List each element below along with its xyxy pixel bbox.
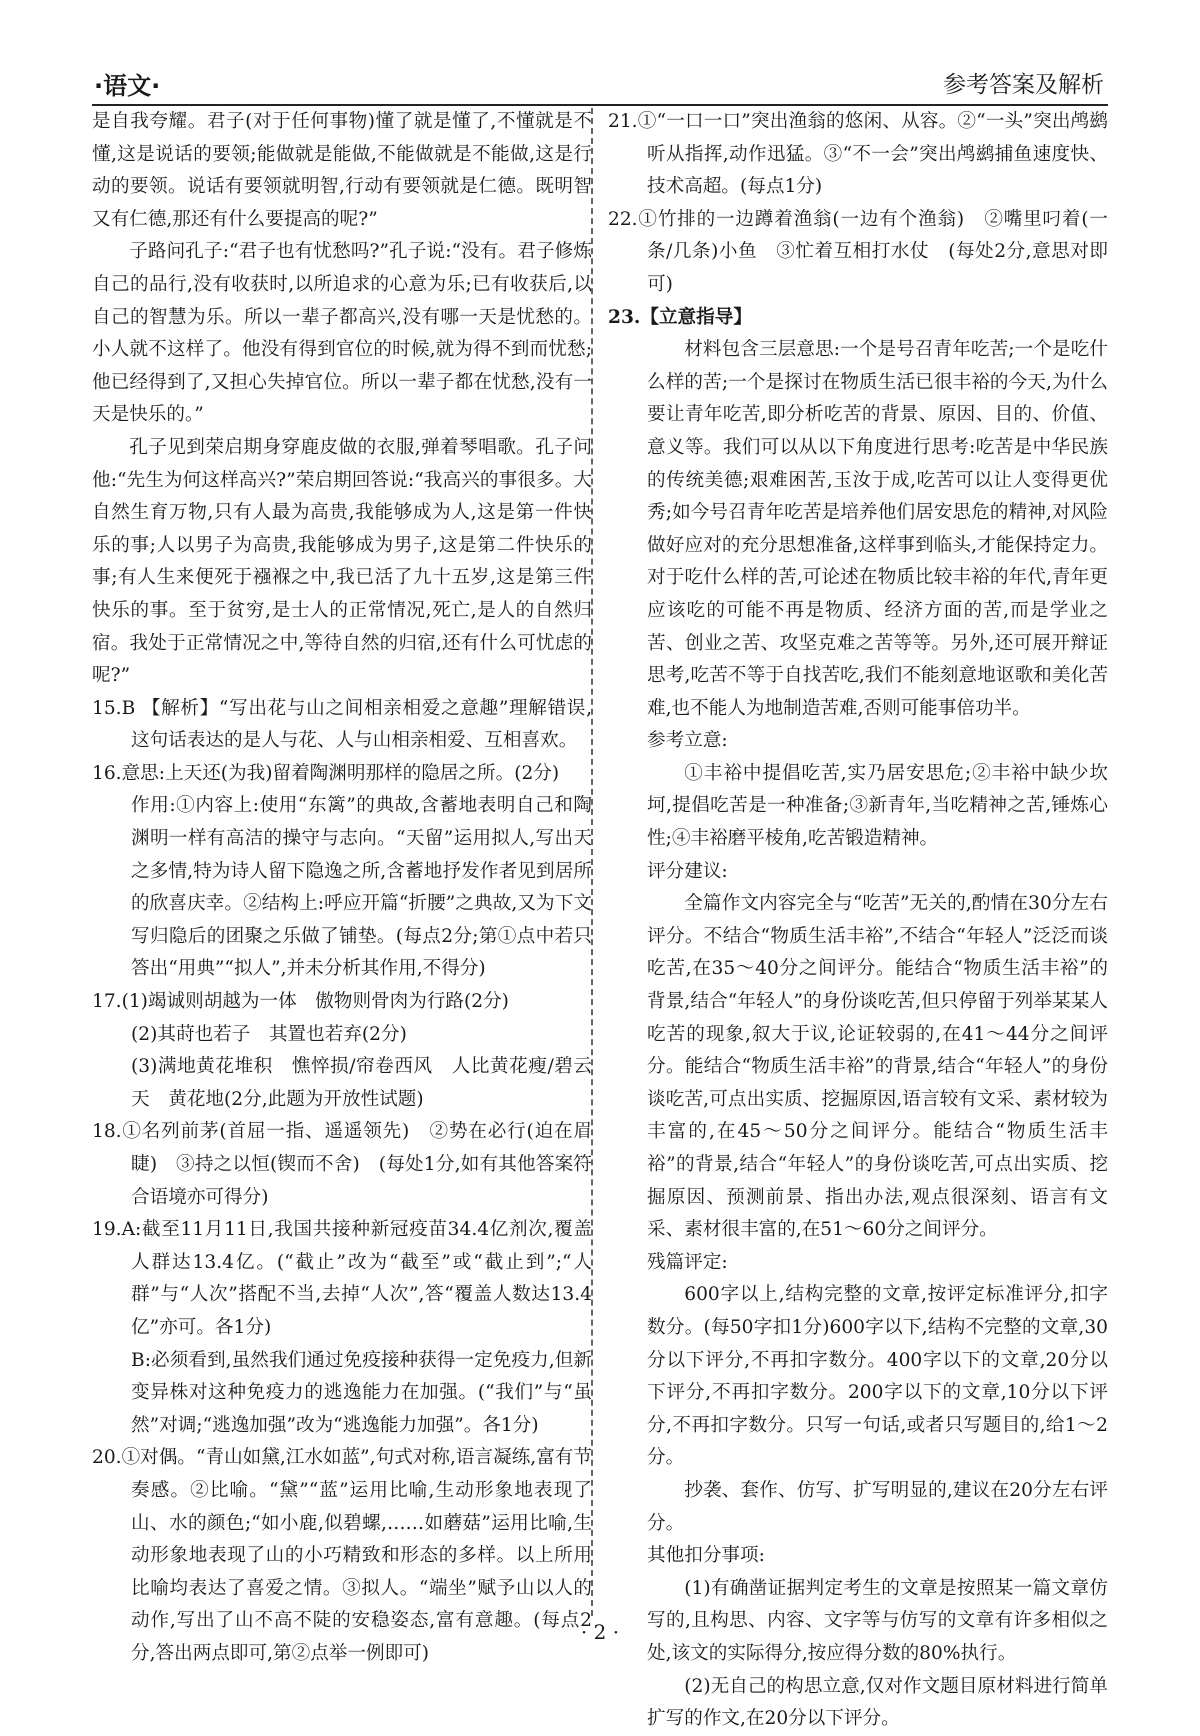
other-deduction-2: (2)无自己的构思立意,仅对作文题目原材料进行简单扩写的作文,在20分以下评分。	[647, 1675, 1108, 1730]
header-title: 参考答案及解析	[943, 72, 1104, 98]
page-number: · 2 ·	[580, 1620, 620, 1644]
incomplete-essay-rules: 600字以上,结构完整的文章,按评定标准评分,扣字数分。(每50字扣1分)600字以下,结构不完整的文章,30分以下评分,不再扣字数分。400字以下的文章,20分以下评分,不再扣字数分。200字以下的文章,10分以下评分,不再扣字数分。只写一句话,或者只写题目的,给1～2分。	[647, 1284, 1108, 1469]
answer-17-3: (3)满地黄花堆积 憔悴损/帘卷西风 人比黄花瘦/碧云天 黄花地(2分,此题为开放性试题)	[131, 1056, 592, 1110]
answer-20: 20.①对偶。“青山如黛,江水如蓝”,句式对称,语言凝练,富有节奏感。②比喻。“黛”“蓝”运用比喻,生动形象地表现了山、水的颜色;“如小鹿,似碧螺,……如蘑菇”运用比喻,生动形象地表现了山的小巧精致和形态的多样。以上所用比喻均表达了喜爱之情。③拟人。“端坐”赋予山以人的动作,写出了山不高不陡的安稳姿态,富有意趣。(每点2分,答出两点即可,第②点举一例即可)	[92, 1447, 592, 1664]
scoring-suggestions: 全篇作文内容完全与“吃苦”无关的,酌情在30分左右评分。不结合“物质生活丰裕”,不结合“年轻人”泛泛而谈吃苦,在35～40分之间评分。能结合“物质生活丰裕”的背景,结合“年轻人”的身份谈吃苦,但只停留于列举某某人吃苦的现象,叙大于议,论证较弱的,在41～44分之间评分。能结合“物质生活丰裕”的背景,结合“年轻人”的身份谈吃苦,可点出实质、挖掘原因,语言较有文采、素材较为丰富的,在45～50分之间评分。能结合“物质生活丰裕”的背景,结合“年轻人”的身份谈吃苦,可点出实质、挖掘原因、预测前景、指出办法,观点很深刻、语言有文采、素材很丰富的,在51～60分之间评分。	[647, 893, 1108, 1241]
page-header	[92, 60, 1108, 106]
reference-ideas-title: 参考立意:	[647, 730, 728, 752]
column-divider	[591, 108, 593, 1616]
right-column	[608, 106, 1108, 1736]
other-deductions-title: 其他扣分事项:	[647, 1545, 765, 1567]
answer-16-meaning: 16.意思:上天还(为我)留着陶渊明那样的隐居之所。(2分)	[92, 762, 560, 784]
essay-guidance: 材料包含三层意思:一个是号召青年吃苦;一个是吃什么样的苦;一个是探讨在物质生活已很丰裕的今天,为什么要让青年吃苦,即分析吃苦的背景、原因、目的、价值、意义等。我们可以从以下角度进行思考:吃苦是中华民族的传统美德;艰难困苦,玉汝于成,吃苦可以让人变得更优秀;如今号召青年吃苦是培养他们居安思危的精神,对风险做好应对的充分思想准备,这样事到临头,才能保持定力。对于吃什么样的苦,可论述在物质比较丰裕的年代,青年更应该吃的可能不再是物质、经济方面的苦,而是学业之苦、创业之苦、攻坚克难之苦等等。另外,还可展开辩证思考,吃苦不等于自找苦吃,我们不能刻意地讴歌和美化苦难,也不能人为地制造苦难,否则可能事倍功半。	[647, 339, 1108, 719]
answer-19-b: B:必须看到,虽然我们通过免疫接种获得一定免疫力,但新变异株对这种免疫力的逃逸能力在加强。(“我们”与“虽然”对调;“逃逸加强”改为“逃逸能力加强”。各1分)	[131, 1349, 592, 1436]
other-deduction-1: (1)有确凿证据判定考生的文章是按照某一篇文章仿写的,且构思、内容、文字等与仿写的文章有许多相似之处,该文的实际得分,按应得分数的80%执行。	[647, 1577, 1108, 1664]
answer-23-title: 23.【立意指导】	[608, 306, 752, 328]
scoring-title: 评分建议:	[647, 860, 728, 882]
answer-19-a: 19.A:截至11月11日,我国共接种新冠疫苗34.4亿剂次,覆盖人群达13.4亿。(“截止”改为“截至”或“截止到”;“人群”与“人次”搭配不当,去掉“人次”,答“覆盖人数达13.4亿”亦可。各1分)	[92, 1219, 592, 1338]
paragraph: 是自我夸耀。君子(对于任何事物)懂了就是懂了,不懂就是不懂,这是说话的要领;能做就是能做,不能做就是不能做,这是行动的要领。说话有要领就明智,行动有要领就是仁德。既明智又有仁德,那还有什么要提高的呢?”	[92, 111, 592, 230]
left-column	[92, 106, 592, 1671]
reference-ideas: ①丰裕中提倡吃苦,实乃居安思危;②丰裕中缺少坎坷,提倡吃苦是一种准备;③新青年,当吃精神之苦,锤炼心性;④丰裕磨平棱角,吃苦锻造精神。	[647, 762, 1108, 850]
answer-18: 18.①名列前茅(首屈一指、遥遥领先) ②势在必行(迫在眉睫) ③持之以恒(锲而不舍) (每处1分,如有其他答案符合语境亦可得分)	[92, 1121, 592, 1208]
answer-17-2: (2)其莳也若子 其置也若弃(2分)	[131, 1023, 407, 1045]
plagiarism-rule: 抄袭、套作、仿写、扩写明显的,建议在20分左右评分。	[647, 1479, 1108, 1534]
answer-17-1: 17.(1)竭诚则胡越为一体 傲物则骨肉为行路(2分)	[92, 991, 509, 1013]
answer-22: 22.①竹排的一边蹲着渔翁(一边有个渔翁) ②嘴里叼着(一条/几条)小鱼 ③忙着互相打水仗 (每处2分,意思对即可)	[608, 208, 1108, 295]
incomplete-essay-title: 残篇评定:	[647, 1251, 728, 1273]
answer-15: 15.B 【解析】“写出花与山之间相亲相爱之意趣”理解错误,这句话表达的是人与花、人与山相亲相爱、互相喜欢。	[92, 697, 592, 752]
paragraph: 孔子见到荣启期身穿鹿皮做的衣服,弹着琴唱歌。孔子问他:“先生为何这样高兴?”荣启期回答说:“我高兴的事很多。大自然生育万物,只有人最为高贵,我能够成为人,这是第一件快乐的事;人以男子为高贵,我能够成为男子,这是第二件快乐的事;有人生来便死于襁褓之中,我已活了九十五岁,这是第三件快乐的事。至于贫穷,是士人的正常情况,死亡,是人的自然归宿。我处于正常情况之中,等待自然的归宿,还有什么可忧虑的呢?”	[92, 436, 592, 687]
answer-16-function: 作用:①内容上:使用“东篱”的典故,含蓄地表明自己和陶渊明一样有高洁的操守与志向。“天留”运用拟人,写出天之多情,特为诗人留下隐逸之所,含蓄地抒发作者见到居所的欣喜庆幸。②结构上:呼应开篇“折腰”之典故,又为下文写归隐后的团聚之乐做了铺垫。(每点2分;第①点中若只答出“用典”“拟人”,并未分析其作用,不得分)	[131, 795, 592, 980]
paragraph: 子路问孔子:“君子也有忧愁吗?”孔子说:“没有。君子修炼自己的品行,没有收获时,以所追求的心意为乐;已有收获后,以自己的智慧为乐。所以一辈子都高兴,没有哪一天是忧愁的。小人就不这样了。他没有得到官位的时候,就为得不到而忧愁;他已经得到了,又担心失掉官位。所以一辈子都在忧愁,没有一天是快乐的。”	[92, 241, 592, 426]
answer-21: 21.①“一口一口”突出渔翁的悠闲、从容。②“一头”突出鸬鹚听从指挥,动作迅猛。③“不一会”突出鸬鹚捕鱼速度快、技术高超。(每点1分)	[608, 111, 1108, 198]
subject-label: ·语文·	[94, 72, 161, 100]
